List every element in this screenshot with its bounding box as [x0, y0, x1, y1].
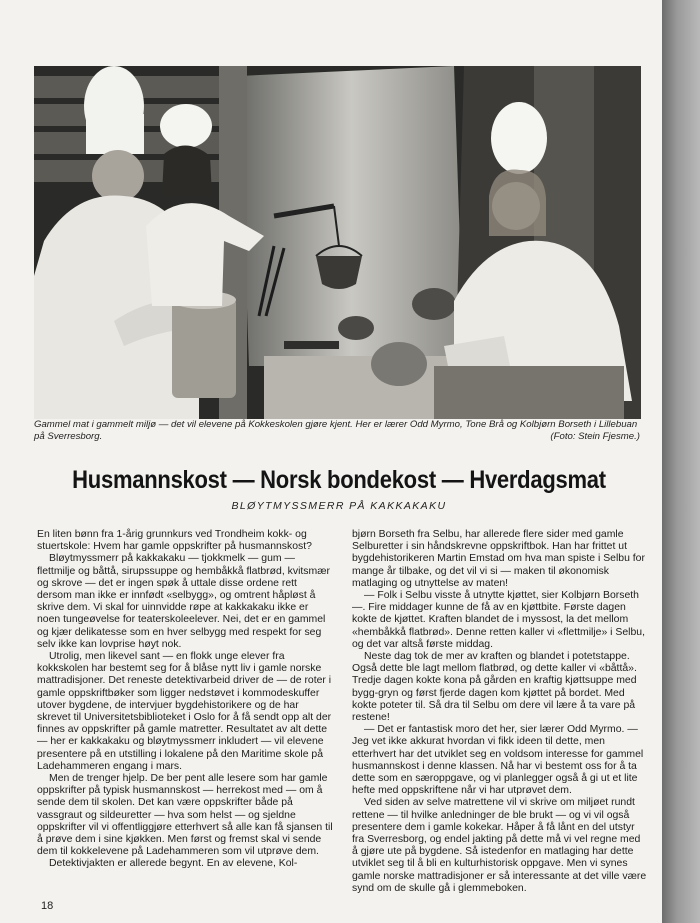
paragraph: Bløytmyssmerr på kakkakaku — tjokkmelk — gum — flettmilje og båttå, sirupssuppe og hembåkkå flatbrød, kvitsmær og skrove — det er ingen spøk å uttale disse ordene rett dersom man ikke er innfødt «selbygg», og omtrent håpløst å skrive dem. Vi skal for uinnvidde røpe at kakkakaku ikke er noen tungeøvelse for teaterskoleelever. Nei, det er en gammel og kjær delikatesse som en hver selbygg med respekt for seg selv ikke kan lovprise høyt nok.	[37, 553, 330, 650]
photo-credit: (Foto: Stein Fjesme.)	[550, 431, 640, 442]
article-title: Husmannskost — Norsk bondekost — Hverdagsmat	[72, 466, 606, 494]
article-subtitle: BLØYTMYSSMERR PÅ KAKKAKAKU	[231, 500, 447, 512]
paragraph: Ved siden av selve matrettene vil vi skrive om miljøet rundt rettene — til hvilke anledninger de ble brukt — og vi vil også presentere dem i gamle kokekar. Håper å få lånt en del utstyr fra Sverresborg, og endel jakting på dette må vi vel regne med å gjøre ute på bygdene. Så istedenfor en matlaging har dette utviklet seg til å bli en kulturhistorisk oppgave. Men vi synes gamle norske mattradisjoner er så interessante at det ville være synd om de skulle gå i glemmeboken.	[352, 797, 647, 894]
photo-illustration	[34, 66, 641, 419]
paragraph: — Det er fantastisk moro det her, sier lærer Odd Myrmo. — Jeg vet ikke akkurat hvordan vi fikk ideen til dette, men etterhvert har det utviklet seg en voldsom interesse for gammel husmannskost i denne klassen. Nå har vi bestemt oss for å ta dette som en særoppgave, og vi planlegger også å gi ut et lite hefte med oppskriftene når vi har utprøvet dem.	[352, 724, 644, 797]
page-number: 18	[41, 900, 54, 912]
kitchen-photo	[34, 66, 641, 419]
paragraph: Men de trenger hjelp. De ber pent alle lesere som har gamle oppskrifter på typisk husmannskost — herrekost med — om å sende dem til skolen. Det kan være oppskrifter både på vassgraut og sildeuretter — hva som helst — og sjeldne oppskrifter vil vi offentliggjøre etterhvert så alle kan få sjansen til å prøve dem i sine kjøkken. Men først og fremst skal vi sende dem til kokkelevene på Ladehammeren som vil utprøve dem.	[37, 773, 333, 858]
paragraph: Neste dag tok de mer av kraften og blandet i potetstappe. Også dette ble lagt mellom flatbrød, og dette kaller vi «båttå». Tredje dagen kokte kona på gården en kraftig kjøttsuppe med bygg-gryn og først fjerde dagen kom kjøttet på bordet. Med kokte poteter til. Så dra til Selbu om dere vil lære å ta vare på restene!	[352, 651, 637, 724]
left-column	[37, 529, 334, 871]
paragraph: — Folk i Selbu visste å utnytte kjøttet, sier Kolbjørn Borseth —. Fire middager kunne de få av en kjøttbite. Første dagen kokte de kjøttet. Kraften blandet de i myssost, la det mellom «hembåkkå flatbrød». Denne retten kaller vi «flettmilje» i Selbu, og det var altså første middag.	[352, 590, 645, 650]
page-edge-shadow	[662, 0, 700, 923]
photo-caption	[34, 419, 644, 443]
paragraph: Utrolig, men likevel sant — en flokk unge elever fra kokkskolen har bestemt seg for å blåse nytt liv i gamle norske mattradisjoner. Det reneste detektivarbeid driver de — de roter i gamle oppskriftbøker som ligger nedstøvet i kommodeskuffer utover bygdene, de intervjuer bygdehistorikere og de har skrevet til Universitetsbiblioteket i Oslo for å få sendt opp alt der finnes av oppskrifter på gamle matretter. Resultatet av alt dette — her er kakkakaku og bløytmyssmerr inkludert — vil elevene presentere på en utstilling i lokalene på den Maritime skole på Ladehammeren engang i mars.	[37, 651, 332, 772]
paragraph: En liten bønn fra 1-årig grunnkurs ved Trondheim kokk- og stuertskole: Hvem har gamle oppskrifter på husmannskost?	[37, 529, 312, 553]
paragraph: Detektivjakten er allerede begynt. En av elevene, Kol-	[49, 858, 298, 870]
caption-text: Gammel mat i gammelt miljø — det vil elevene på Kokkeskolen gjøre kjent. Her er lærer Odd Myrmo, Tone Brå og Kolbjørn Borseth i Lillebuan på Sverresborg.	[34, 419, 638, 442]
right-column	[352, 529, 649, 895]
paragraph: bjørn Borseth fra Selbu, har allerede flere sider med gamle Selburetter i sin håndskrevne oppskriftbok. Han har frittet ut bygdehistorikeren Martin Emstad om hva man spiste i Selbu for mange år tilbake, og det vil vi si — maken til økonomisk matlaging og utnyttelse av maten!	[352, 529, 645, 589]
